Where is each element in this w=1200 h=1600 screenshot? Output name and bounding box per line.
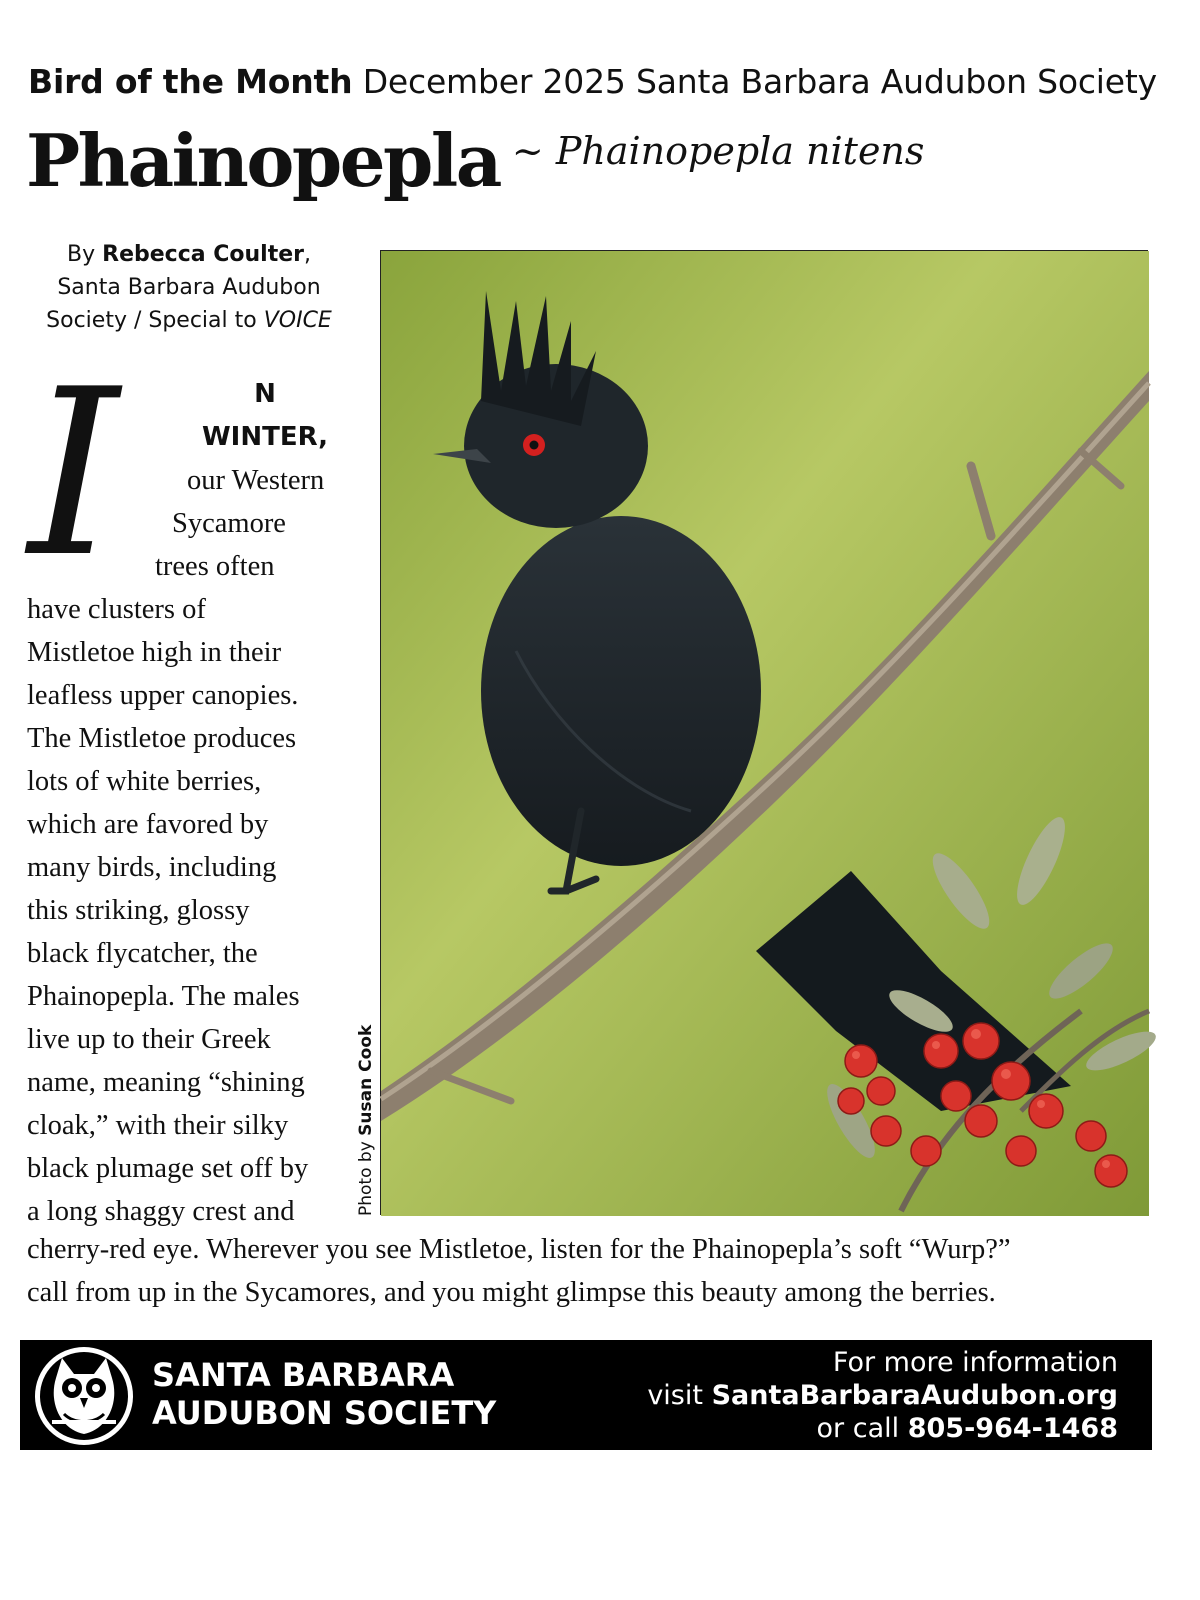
article-line: Sycamore [172,508,286,539]
info-label: For more information [832,1347,1118,1378]
article-line: this striking, glossy [27,895,250,926]
org-name-line-1: SANTA BARBARA [152,1356,455,1394]
header-issue: December 2025 [362,62,626,101]
article-line: call from up in the Sycamores, and you might glimpse this beauty among the berries. [27,1277,996,1308]
article-line: which are favored by [27,809,269,840]
title-separator: ~ [511,129,544,173]
article-line: The Mistletoe produces [27,723,297,754]
article-line: a long shaggy crest and [27,1196,295,1227]
article-tail [27,1228,1187,1314]
photo-credit [356,1025,376,1216]
article-line: Mistletoe high in their [27,637,282,668]
article-line: cloak,” with their silky [27,1110,289,1141]
footer-banner [20,1340,1152,1450]
article-line: live up to their Greek [27,1024,271,1055]
contact-info [647,1346,1118,1445]
article-line: name, meaning “shining [27,1067,305,1098]
article-line: many birds, including [27,852,277,883]
article-line: black flycatcher, the [27,938,258,969]
phainopepla-illustration [381,251,1149,1216]
header-kicker: Bird of the Month [28,62,353,101]
article-line: leafless upper canopies. [27,680,299,711]
article-line: our Western [187,465,325,496]
article-line: Phainopepla. The males [27,981,300,1012]
call-prefix: or call [816,1413,900,1444]
byline-prefix: By [67,242,96,267]
article-line: lots of white berries, [27,766,262,797]
photo-credit-prefix: Photo by [356,1141,376,1216]
byline-affiliation-1: Santa Barbara Audubon [57,275,321,300]
lead-in-2: WINTER, [202,422,328,452]
org-name [152,1356,497,1432]
byline-affiliation-2: Society / Special to [46,308,257,333]
article-line: cherry-red eye. Wherever you see Mistletoe, listen for the Phainopepla’s soft “Wurp?” [27,1234,1011,1265]
article-column [0,459,360,1233]
title-row [26,118,924,203]
owl-logo-icon [32,1344,136,1448]
byline-author: Rebecca Coulter [102,242,304,267]
byline: By Rebecca Coulter, Santa Barbara Audubon Society / Special to VOICE [24,238,354,337]
org-name-line-2: AUDUBON SOCIETY [152,1394,497,1432]
visit-prefix: visit [647,1380,703,1411]
article-line: trees often [155,551,275,582]
phone-number[interactable]: 805-964-1468 [907,1413,1118,1444]
byline-outlet: VOICE [263,308,332,333]
header-line [28,62,1157,101]
scientific-name-text: Phainopepla nitens [555,129,925,173]
article-line: black plumage set off by [27,1153,309,1184]
photo-credit-name: Susan Cook [356,1024,376,1136]
website-link[interactable]: SantaBarbaraAudubon.org [711,1380,1118,1411]
drop-cap: I [28,341,119,608]
page-title: Phainopepla [26,118,500,203]
scientific-name [512,129,925,173]
header-publisher: Santa Barbara Audubon Society [635,62,1157,101]
bird-photo [380,250,1148,1215]
lead-in-1: N [254,379,276,409]
article-line: have clusters of [27,594,206,625]
